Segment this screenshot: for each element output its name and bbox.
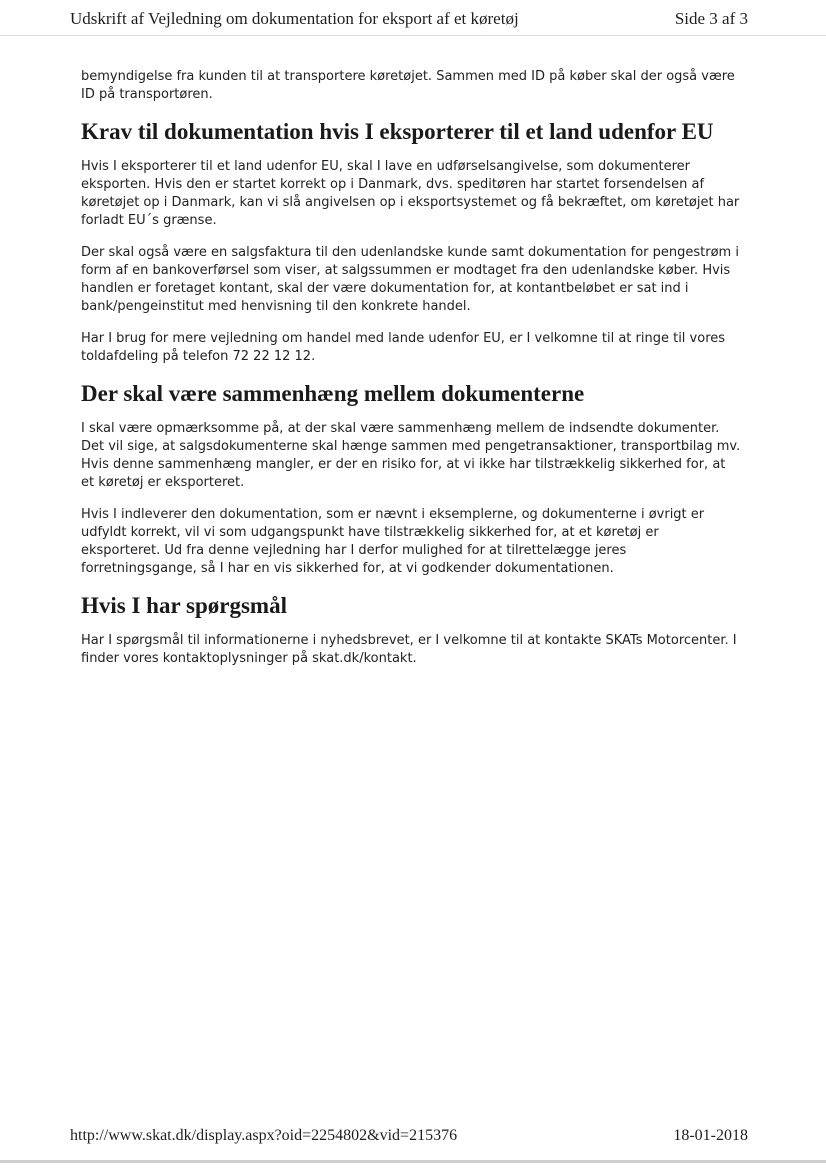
section-heading-non-eu: Krav til dokumentation hvis I eksporterer til et land udenfor EU: [81, 119, 714, 144]
print-header: [70, 6, 750, 32]
header-divider: [0, 35, 826, 36]
paragraph: I skal være opmærksomme på, at der skal være sammenhæng mellem de indsendte dokumenter. Det vil sige, at salgsdokumenterne skal hænge sammen med pengetransaktioner, transportbilag mv. Hvis denne sammenhæng mangler, er der en risiko for, at vi ikke har tilstrækkelig sikkerhed for, at et køretøj er eksporteret.: [81, 421, 741, 490]
document-title: Udskrift af Vejledning om dokumentation for eksport af et køretøj: [70, 9, 519, 28]
section-heading-questions: Hvis I har spørgsmål: [81, 593, 287, 618]
paragraph: Hvis I indleverer den dokumentation, som er nævnt i eksemplerne, og dokumenterne i øvrigt er udfyldt korrekt, vil vi som udgangspunkt have tilstrækkelig sikkerhed for, at et køretøj er eksporteret. Ud fra denne vejledning har I derfor mulighed for at tilrettelægge jeres forretningsgange, så I har en vis sikkerhed for, at vi godkender dokumentationen.: [81, 507, 705, 576]
intro-paragraph: bemyndigelse fra kunden til at transportere køretøjet. Sammen med ID på køber skal der også være ID på transportøren.: [81, 69, 735, 102]
section-heading-consistency: Der skal være sammenhæng mellem dokumenterne: [81, 381, 585, 406]
print-date: 18-01-2018: [673, 1127, 748, 1144]
footer-divider: [0, 1160, 826, 1163]
print-footer: [70, 1127, 748, 1149]
paragraph: Har I brug for mere vejledning om handel med lande udenfor EU, er I velkomne til at ringe til vores toldafdeling på telefon 72 22 12 12.: [81, 331, 726, 364]
paragraph: Har I spørgsmål til informationerne i nyhedsbrevet, er I velkomne til at kontakte SKATs Motorcenter. I finder vores kontaktoplysninger på skat.dk/kontakt.: [81, 633, 737, 666]
document-body: [81, 68, 741, 682]
page-number: Side 3 af 3: [674, 9, 748, 28]
paragraph: Hvis I eksporterer til et land udenfor EU, skal I lave en udførselsangivelse, som dokumenterer eksporten. Hvis den er startet korrekt op i Danmark, dvs. speditøren har startet forsendelsen af køretøjet op i Danmark, kan vi slå angivelsen op i eksportsystemet og få bekræftet, om køretøjet har forladt EU´s grænse.: [81, 159, 740, 228]
paragraph: Der skal også være en salgsfaktura til den udenlandske kunde samt dokumentation for pengestrøm i form af en bankoverførsel som viser, at salgssummen er modtaget fra den udenlandske køber. Hvis handlen er foretaget kontant, skal der være dokumentation for, at kontantbeløbet er sat ind i bank/pengeinstitut med henvisning til den konkrete handel.: [81, 245, 739, 314]
source-url: http://www.skat.dk/display.aspx?oid=2254802&vid=215376: [70, 1127, 458, 1144]
